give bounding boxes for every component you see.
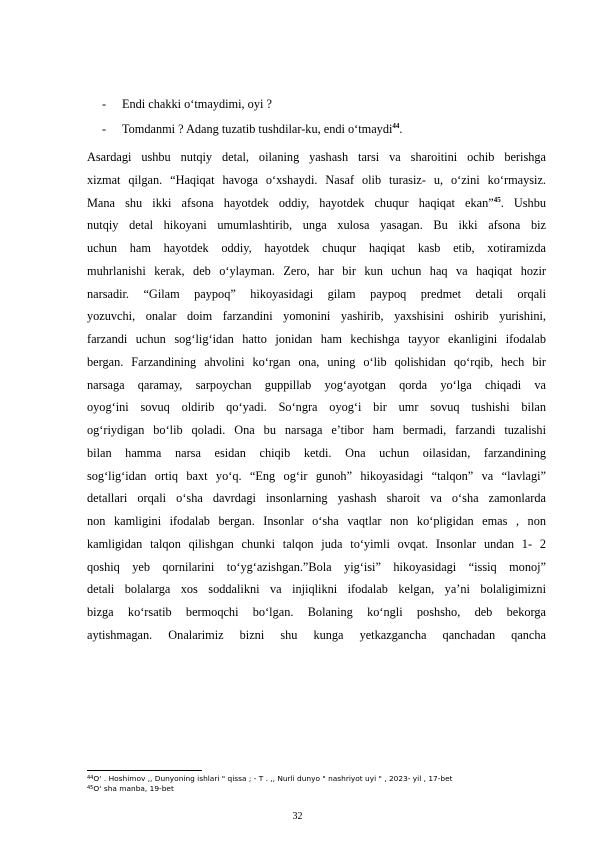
body-line: non kamligini ifodalab bergan. Insonlar o‘sha vaqtlar non ko‘pligidan emas , non bbox=[87, 514, 546, 528]
body-paragraph bbox=[87, 146, 546, 647]
body-line: muhrlanishi kerak, deb o‘ylayman. Zero, har bir kun uchun haq va haqiqat hozir bbox=[87, 263, 546, 278]
footnote-text: O‘ sha manba, 19-bet bbox=[93, 784, 174, 793]
body-line: qoshiq yeb qornilarini to‘yg‘azishgan.”Bola yig‘isi” hikoyasidagi “issiq monoj” bbox=[87, 559, 546, 574]
body-line: oyog‘ini sovuq oldirib qo‘yadi. So‘ngra oyog‘i bir umr sovuq tushishi bilan bbox=[87, 400, 546, 415]
body-line: bergan. Farzandining ahvolini ko‘rgan ona, uning o‘lib qolishidan qo‘rqib, hech bir bbox=[87, 354, 546, 369]
footnote-number: 45 bbox=[87, 785, 94, 791]
dialogue-text: Tomdanmi ? Adang tuzatib tushdilar-ku, endi o‘tmaydi bbox=[122, 122, 393, 136]
dialogue-text: Endi chakki o‘tmaydimi, oyi ? bbox=[122, 97, 272, 111]
body-line: og‘riydigan bo‘lib qoladi. Ona bu narsaga e’tibor ham bermadi, farzandi tuzalishi bbox=[87, 423, 546, 437]
body-line: Mana shu ikki afsona hayotdek oddiy, hayotdek chuqur haqiqat ekan”$^{45}$. Ushbu bbox=[87, 195, 546, 210]
body-line: detallari orqali o‘sha davrdagi insonlarning yashash sharoit va o‘sha zamonlarda bbox=[87, 491, 546, 506]
body-line: bilan hamma narsa esidan chiqib ketdi. Ona uchun oilasidan, farzandining bbox=[87, 445, 546, 460]
body-line: farzandi uchun sog‘lig‘idan hatto jonidan ham kechishga tayyor ekanligini ifodalab bbox=[87, 332, 546, 346]
body-line: xizmat qilgan. “Haqiqat havoga o‘xshaydi. Nasaf olib turasiz- u, o‘zini ko‘rmaysiz. bbox=[87, 172, 546, 187]
footnote-number: 44 bbox=[87, 775, 94, 781]
dialogue-line-2 bbox=[102, 118, 402, 137]
page-number: 32 bbox=[292, 811, 303, 822]
footnote-ref-45[interactable]: 45 bbox=[493, 195, 501, 204]
footnote-45 bbox=[87, 783, 174, 794]
dialogue-period: . bbox=[399, 122, 403, 136]
footnote-text: O‘ . Hoshimov ,, Dunyoning ishlari " qissa ; - T . ,, Nurli dunyo " nashriyot uyi " , 2023- yil , 17-bet bbox=[93, 774, 453, 783]
dialogue-dash: - bbox=[102, 122, 107, 136]
body-line: narsaga qaramay, sarpoychan guppillab yog‘ayotgan qorda yo‘lga chiqadi va bbox=[87, 377, 546, 392]
footnote-ref-44[interactable]: 44 bbox=[392, 122, 400, 130]
body-line: narsadir. “Gilam paypoq” hikoyasidagi gilam paypoq predmet detali orqali bbox=[87, 286, 546, 301]
body-line: yozuvchi, onalar doim farzandini yomonini yashirib, yaxshisini oshirib yurishini, bbox=[87, 309, 546, 324]
body-line: uchun ham hayotdek oddiy, hayotdek chuqur haqiqat kasb etib, xotiramizda bbox=[87, 241, 546, 255]
body-line: detali bolalarga xos soddalikni va injiqlikni ifodalab kelgan, ya’ni bolaligimizni bbox=[87, 582, 546, 597]
body-line: bizga ko‘rsatib bermoqchi bo‘lgan. Bolaning ko‘ngli poshsho, deb bekorga bbox=[87, 605, 546, 619]
body-line: sog‘lig‘idan ortiq baxt yo‘q. “Eng og‘ir gunoh” hikoyasidagi “talqon” va “lavlagi” bbox=[87, 468, 546, 483]
footnote-separator bbox=[87, 770, 202, 771]
body-line: nutqiy detal hikoyani umumlashtirib, unga xulosa yasagan. Bu ikki afsona biz bbox=[87, 218, 546, 233]
body-line: kamligidan talqon qilishgan chunki talqon juda to‘yimli ovqat. Insonlar undan 1- 2 bbox=[87, 536, 546, 551]
dialogue-line-1 bbox=[102, 96, 272, 112]
body-line: Asardagi ushbu nutqiy detal, oilaning yashash tarsi va sharoitini ochib berishga bbox=[87, 150, 546, 164]
body-line: aytishmagan. Onalarimiz bizni shu kunga yetkazgancha qanchadan qancha bbox=[87, 627, 546, 642]
dialogue-dash: - bbox=[102, 97, 107, 111]
